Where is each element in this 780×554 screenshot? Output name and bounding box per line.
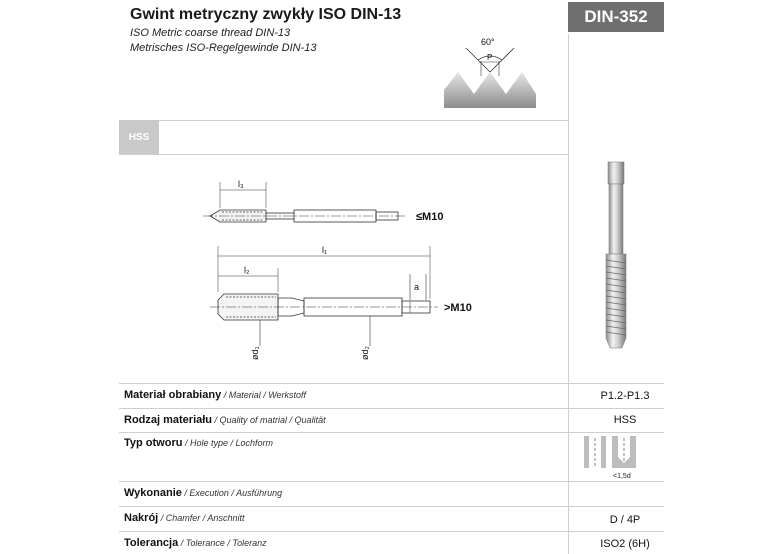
spec-label: Nakrój bbox=[124, 512, 159, 524]
standard-badge: DIN-352 bbox=[568, 2, 664, 32]
table-line bbox=[119, 506, 664, 507]
tool-material-tag: HSS bbox=[119, 120, 159, 154]
column-divider bbox=[568, 34, 569, 554]
spec-sublabel: / Hole type / Lochform bbox=[182, 438, 274, 448]
spec-label: Typ otworu bbox=[124, 437, 183, 449]
thread-teeth bbox=[444, 72, 536, 108]
table-line bbox=[119, 408, 664, 409]
spec-label: Rodzaj materiału bbox=[124, 414, 213, 426]
spec-row-tolerance bbox=[124, 537, 267, 549]
spec-sublabel: / Quality of matrial / Qualität bbox=[212, 415, 326, 425]
large-tap-drawing bbox=[210, 246, 438, 346]
through-hole-icon bbox=[584, 436, 606, 468]
small-tap-drawing bbox=[203, 182, 405, 222]
spec-sublabel: / Material / Werkstoff bbox=[221, 390, 307, 400]
tap-photo bbox=[596, 160, 636, 360]
hole-type-icons bbox=[582, 435, 644, 481]
small-size-label: ≤M10 bbox=[416, 211, 444, 223]
spec-sublabel: / Execution / Ausführung bbox=[181, 488, 283, 498]
spec-value-chamfer: D / 4P bbox=[609, 514, 641, 526]
spec-label: Materiał obrabiany bbox=[124, 389, 222, 401]
subtitle-en: ISO Metric coarse thread DIN-13 bbox=[130, 27, 291, 39]
spec-sublabel: / Chamfer / Anschnitt bbox=[158, 513, 245, 523]
spec-sublabel: / Tolerance / Toleranz bbox=[178, 538, 267, 548]
spec-value-material: P1.2-P1.3 bbox=[600, 390, 650, 402]
band-top-line bbox=[119, 120, 568, 121]
table-line bbox=[119, 432, 664, 433]
dim-l2-label: l₂ bbox=[244, 265, 250, 275]
spec-value-tolerance: ISO2 (6H) bbox=[600, 538, 650, 550]
hole-type-note: <1,5d bbox=[613, 473, 631, 480]
dim-l3-label: l₃ bbox=[238, 179, 244, 189]
spec-label: Tolerancja bbox=[124, 537, 179, 549]
spec-row-material bbox=[124, 389, 306, 401]
dim-a-label: a bbox=[414, 282, 420, 292]
page-title: Gwint metryczny zwykły ISO DIN-13 bbox=[130, 6, 402, 23]
spec-value-quality: HSS bbox=[613, 414, 637, 426]
spec-row-hole-type bbox=[124, 437, 273, 449]
spec-label: Wykonanie bbox=[124, 487, 182, 499]
subtitle-de: Metrisches ISO-Regelgewinde DIN-13 bbox=[130, 42, 317, 54]
angle-label: 60° bbox=[481, 37, 495, 47]
spec-row-chamfer bbox=[124, 512, 244, 524]
tap-technical-drawing bbox=[200, 170, 500, 365]
spec-row-execution bbox=[124, 487, 282, 499]
dim-d2-label: ød₂ bbox=[360, 346, 370, 360]
dim-l1-label: l₁ bbox=[322, 245, 328, 255]
spec-row-quality bbox=[124, 414, 326, 426]
blind-hole-icon bbox=[612, 436, 636, 468]
table-line bbox=[119, 531, 664, 532]
table-line bbox=[119, 481, 664, 482]
dim-d1-label: ød₁ bbox=[250, 346, 260, 360]
table-top-line bbox=[119, 383, 664, 384]
large-size-label: >M10 bbox=[444, 302, 472, 314]
thread-profile-diagram bbox=[436, 32, 546, 112]
band-bottom-line bbox=[119, 154, 568, 155]
pitch-label: P bbox=[487, 53, 493, 62]
